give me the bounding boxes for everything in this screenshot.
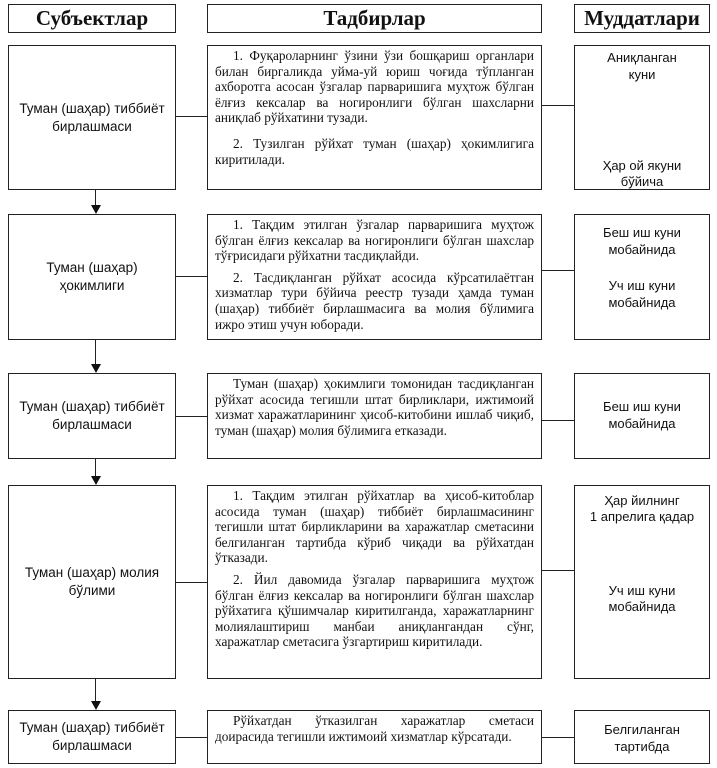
header-deadlines-label: Муддатлари xyxy=(584,6,700,30)
deadline-box-1 xyxy=(574,45,710,190)
flow-line-4 xyxy=(95,679,96,701)
subject-2-line-2: ҳокимлиги xyxy=(59,278,125,293)
connector-measure-deadline-2 xyxy=(542,270,574,271)
deadline-5-a-line-1: Белгиланган xyxy=(604,722,680,737)
measure-box-4 xyxy=(207,485,542,679)
deadline-4-a-line-1: Ҳар йилнинг xyxy=(604,493,680,508)
deadline-2-a-line-1: Беш иш куни xyxy=(603,225,681,240)
connector-subject-measure-1 xyxy=(176,116,207,117)
header-subjects xyxy=(8,4,176,33)
subject-4-line-2: бўлими xyxy=(68,583,116,598)
measure-box-2 xyxy=(207,214,542,340)
flow-arrow-4-icon xyxy=(91,701,101,710)
deadline-4-a-line-2: 1 апрелига қадар xyxy=(589,509,695,524)
connector-measure-deadline-5 xyxy=(542,737,574,738)
deadline-box-4 xyxy=(574,485,710,679)
flow-arrow-3-icon xyxy=(91,476,101,485)
measure-1-item-2: 2. Тузилган рўйхат туман (шаҳар) ҳокимлигига киритилади. xyxy=(215,135,534,167)
connector-measure-deadline-4 xyxy=(542,570,574,571)
subject-1-line-2: бирлашмаси xyxy=(52,118,132,134)
flow-line-1 xyxy=(95,190,96,205)
measure-2-item-2: 2. Тасдиқланган рўйхат асосида кўрсатилаётган хизматлар тури бўйича реестр тузади ҳамда туман (шаҳар) тиббиёт бирлашмасига ва молия бўлимига ижро этиш учун юборади. xyxy=(215,269,534,332)
subject-4-line-1: Туман (шаҳар) молия xyxy=(24,565,160,580)
measure-4-item-2: 2. Йил давомида ўзгалар парваришига муҳтож бўлган ёлғиз кексалар ва ногиронлиги бўлган шахслар рўйхатига қўшимчалар киритилганда, харажатларнинг молиялаштириш манбаи аниқлангандан сўнг, харажатлар сметасига ўзгартириш киритилади. xyxy=(215,571,534,650)
deadline-2-a-line-2: мобайнида xyxy=(608,242,676,257)
subject-5-line-1: Туман (шаҳар) тиббиёт xyxy=(19,720,165,735)
measure-3-item-1: Туман (шаҳар) ҳокимлиги томонидан тасдиқланган рўйхат асосида тегишли штат бирликлари, ижтимоий хизмат харажатларининг ҳисоб-китобини ишлаб чиқиб, туман (шаҳар) молия бўлимига етказади. xyxy=(215,376,534,438)
connector-measure-deadline-3 xyxy=(542,420,574,421)
connector-measure-deadline-1 xyxy=(542,105,574,106)
deadline-3-a-line-2: мобайнида xyxy=(608,416,676,431)
deadline-1-a-line-2: куни xyxy=(628,67,656,82)
measure-box-1 xyxy=(207,45,542,190)
deadline-5-a-line-2: тартибда xyxy=(614,739,670,754)
flow-line-2 xyxy=(95,340,96,364)
flow-arrow-1-icon xyxy=(91,205,101,214)
header-subjects-label: Субъектлар xyxy=(35,6,149,30)
subject-3-line-1: Туман (шаҳар) тиббиёт xyxy=(19,399,165,414)
subject-box-5 xyxy=(8,710,176,764)
measure-5-item-1: Рўйхатдан ўтказилган харажатлар сметаси доирасида тегишли ижтимоий хизматлар кўрсатади. xyxy=(215,713,534,744)
subject-box-2 xyxy=(8,214,176,340)
deadline-box-3 xyxy=(574,373,710,459)
header-deadlines xyxy=(574,4,710,33)
measure-box-3 xyxy=(207,373,542,459)
deadline-box-2 xyxy=(574,214,710,340)
deadline-2-b-line-2: мобайнида xyxy=(608,295,676,310)
connector-subject-measure-5 xyxy=(176,737,207,738)
header-measures-label: Тадбирлар xyxy=(323,6,426,30)
deadline-1-b-line-1: Ҳар ой якуни xyxy=(602,158,682,173)
flow-arrow-2-icon xyxy=(91,364,101,373)
header-measures xyxy=(207,4,542,33)
deadline-4-b-line-1: Уч иш куни xyxy=(608,583,676,598)
connector-subject-measure-2 xyxy=(176,276,207,277)
measure-box-5 xyxy=(207,710,542,764)
deadline-3-a-line-1: Беш иш куни xyxy=(603,399,681,414)
connector-subject-measure-4 xyxy=(176,582,207,583)
subject-box-4 xyxy=(8,485,176,679)
connector-subject-measure-3 xyxy=(176,416,207,417)
subject-1-line-1: Туман (шаҳар) тиббиёт xyxy=(19,100,165,116)
subject-3-line-2: бирлашмаси xyxy=(52,417,132,432)
measure-4-item-1: 1. Тақдим этилган рўйхатлар ва ҳисоб-китоблар асосида туман (шаҳар) тиббиёт бирлашмасининг тегишли штат бирликларини ва харажатлар сметасини белгиланган тартибда кўриб чиқади ва рўйхатдан ўтказади. xyxy=(215,488,534,566)
deadline-1-b-line-2: бўйича xyxy=(620,174,664,189)
subject-2-line-1: Туман (шаҳар) xyxy=(46,260,138,275)
subject-box-3 xyxy=(8,373,176,459)
measure-1-item-1: 1. Фуқароларнинг ўзини ўзи бошқариш органлари билан биргаликда уйма-уй юриш чоғида тўпланган ахборотга асосан ўзгалар парваришига муҳтож бўлган ёлғиз кексалар ва ногиронлиги бўлган шахсларни аниқлаб рўйхатини тузади. xyxy=(215,48,534,126)
subject-box-1 xyxy=(8,45,176,190)
deadline-2-b-line-1: Уч иш куни xyxy=(608,278,676,293)
flow-line-3 xyxy=(95,459,96,476)
measure-2-item-1: 1. Тақдим этилган ўзгалар парваришига муҳтож бўлган ёлғиз кексалар ва ногиронлиги бўлган шахслар тўғрисидаги рўйхатни тасдиқлайди. xyxy=(215,217,534,264)
deadline-4-b-line-2: мобайнида xyxy=(608,599,676,614)
deadline-1-a-line-1: Аниқланган xyxy=(607,50,677,65)
subject-5-line-2: бирлашмаси xyxy=(52,738,132,753)
deadline-box-5 xyxy=(574,710,710,764)
